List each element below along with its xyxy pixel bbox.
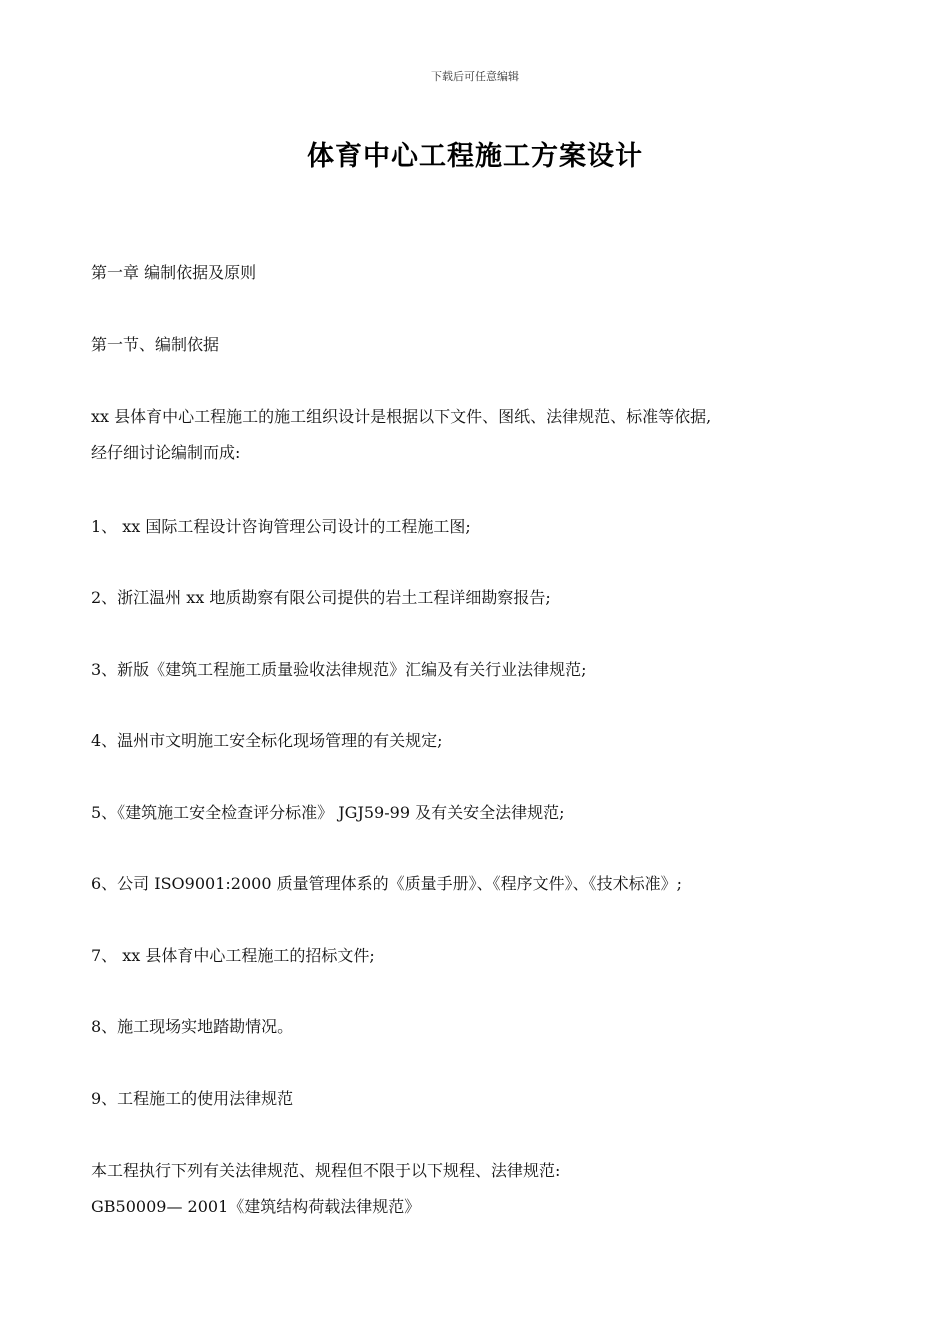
list-item: 1、 xx 国际工程设计咨询管理公司设计的工程施工图; <box>91 517 471 536</box>
list-item: 4、温州市文明施工安全标化现场管理的有关规定; <box>91 731 443 750</box>
standards-intro: 本工程执行下列有关法律规范、规程但不限于以下规程、法律规范: <box>91 1161 561 1180</box>
list-item: 8、施工现场实地踏勘情况。 <box>91 1017 294 1036</box>
header-note: 下载后可任意编辑 <box>431 70 519 83</box>
list-item: 5、《建筑施工安全检查评分标准》 JGJ59-99 及有关安全法律规范; <box>91 803 565 822</box>
document-title: 体育中心工程施工方案设计 <box>307 141 643 172</box>
intro-line-1: xx 县体育中心工程施工的施工组织设计是根据以下文件、图纸、法律规范、标准等依据, <box>91 407 712 426</box>
chapter-heading: 第一章 编制依据及原则 <box>91 263 257 282</box>
section-heading: 第一节、编制依据 <box>91 335 220 354</box>
intro-line-2: 经仔细讨论编制而成: <box>91 443 241 462</box>
list-item: 6、公司 ISO9001:2000 质量管理体系的《质量手册》、《程序文件》、《技术标准》; <box>91 874 682 893</box>
list-item: 7、 xx 县体育中心工程施工的招标文件; <box>91 946 375 965</box>
list-item: 9、工程施工的使用法律规范 <box>91 1089 294 1108</box>
list-item: 3、新版《建筑工程施工质量验收法律规范》汇编及有关行业法律规范; <box>91 660 587 679</box>
standards-item: GB50009— 2001《建筑结构荷载法律规范》 <box>91 1197 421 1216</box>
list-item: 2、浙江温州 xx 地质勘察有限公司提供的岩土工程详细勘察报告; <box>91 588 551 607</box>
